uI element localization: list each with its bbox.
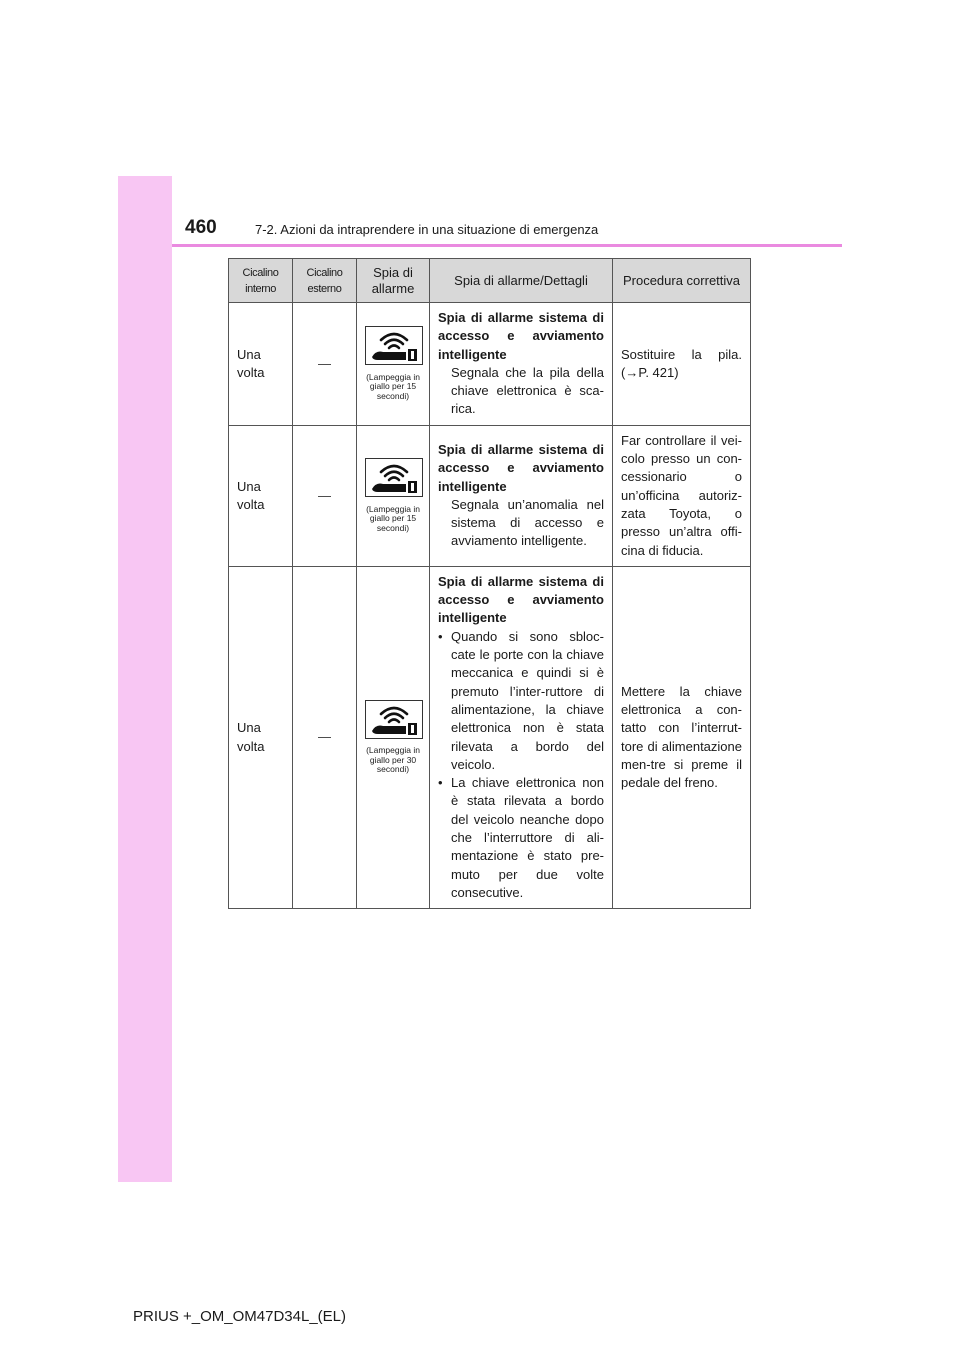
warning-title: Spia di allarme sistema di accesso e avviamento intelligente [438, 441, 604, 494]
warning-table [228, 258, 751, 909]
cell-procedura: Sostituire la pila. (→P. 421) [613, 303, 751, 426]
cell-lamp [357, 566, 430, 908]
cell-procedura: Mettere la chiave elettronica a con-tatto con l’interrut-tore di alimentazione men-tre si preme il pedale del freno. [613, 566, 751, 908]
cell-cicalino-interno: Una volta [229, 566, 293, 908]
table-row [229, 566, 751, 908]
chapter-tab-bar [118, 176, 172, 1182]
smart-key-warning-icon [365, 458, 423, 497]
table-row [229, 425, 751, 566]
cell-cicalino-esterno: — [293, 303, 357, 426]
header-cicalino-esterno: Cicalino esterno [293, 259, 357, 303]
warning-title: Spia di allarme sistema di accesso e avviamento intelligente [438, 573, 604, 626]
cell-procedura: Far controllare il vei-colo presso un con-cessionario o un’officina autoriz-zata Toyota, o presso un’altra offi-cina di fiducia. [613, 425, 751, 566]
bullet-text: Quando si sono sbloc-cate le porte con la chiave meccanica e quindi si è premuto l’inter-ruttore di alimentazione, la chiave elettronica non è stata rilevata a bordo del veicolo. [451, 628, 604, 772]
cell-cicalino-interno: Una volta [229, 425, 293, 566]
header-dettagli: Spia di allarme/Dettagli [430, 259, 613, 303]
header-procedura: Procedura correttiva [613, 259, 751, 303]
table-header-row [229, 259, 751, 303]
cell-lamp [357, 425, 430, 566]
cell-dettagli [430, 566, 613, 908]
cell-lamp [357, 303, 430, 426]
cell-cicalino-interno: Una volta [229, 303, 293, 426]
cell-cicalino-esterno: — [293, 425, 357, 566]
cell-cicalino-esterno: — [293, 566, 357, 908]
footer-manual-code: PRIUS +_OM_OM47D34L_(EL) [133, 1308, 347, 1325]
page-number: 460 [185, 217, 217, 238]
bullet-glyph: • [438, 628, 443, 644]
table-row [229, 303, 751, 426]
lamp-note: (Lampeggia in giallo per 30 secondi) [366, 745, 420, 775]
bullet-glyph: • [438, 775, 443, 791]
warning-title: Spia di allarme sistema di accesso e avviamento intelligente [438, 310, 604, 362]
header-spia: Spia di allarme [357, 259, 430, 303]
smart-key-warning-icon [365, 326, 423, 365]
header-cicalino-interno: Cicalino interno [229, 259, 293, 303]
lamp-note: (Lampeggia in giallo per 15 secondi) [366, 371, 420, 401]
warning-text: Segnala che la pila della chiave elettronica è sca-rica. [451, 364, 604, 417]
lamp-note: (Lampeggia in giallo per 15 secondi) [366, 503, 420, 533]
section-title: 7-2. Azioni da intraprendere in una situazione di emergenza [255, 222, 599, 237]
bullet-text: La chiave elettronica non è stata rilevata a bordo del veicolo neanche dopo che l’interruttore di ali-mentazione è stato pre-muto per due volte consecutive. [451, 775, 604, 900]
bullet-item [438, 774, 604, 902]
bullet-item [438, 628, 604, 774]
smart-key-warning-icon [365, 700, 423, 739]
cell-dettagli [430, 303, 613, 426]
cell-dettagli [430, 425, 613, 566]
warning-text: Segnala un’anomalia nel sistema di accesso e avviamento intelligente. [451, 496, 604, 549]
header-rule [172, 244, 842, 247]
